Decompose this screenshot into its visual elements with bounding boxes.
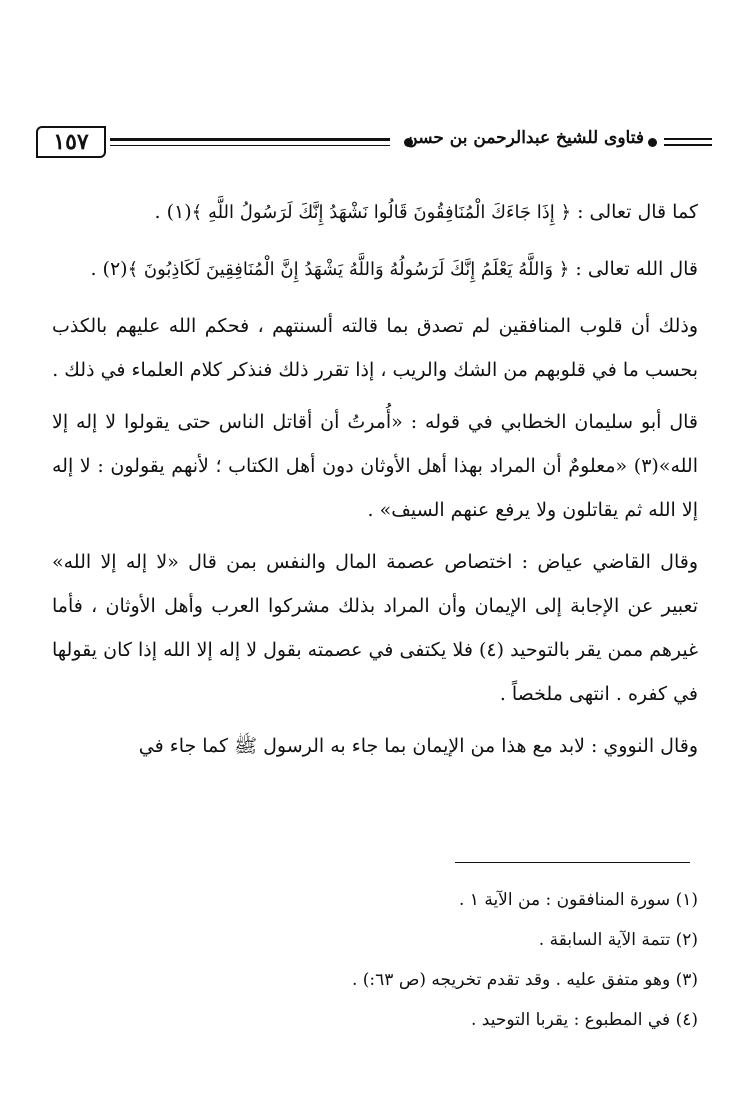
footnote-separator [455, 862, 690, 863]
paragraph-nawawi: وقال النووي : لابد مع هذا من الإيمان بما جاء به الرسول ﷺ كما جاء في [138, 735, 698, 757]
footnote-2: (٢) تتمة الآية السابقة . [538, 930, 698, 950]
quran-verse: ﴿ وَاللَّهُ يَعْلَمُ إِنَّكَ لَرَسُولُهُ وَاللَّهُ يَشْهَدُ إِنَّ الْمُنَافِقِينَ لَكَاذِبُونَ ﴾ [127, 259, 570, 280]
paragraph-qadi-iyad: وقال القاضي عياض : اختصاص عصمة المال والنفس بمن قال «لا إله إلا الله» تعبير عن الإجابة إلى الإيمان وأن المراد بذلك مشركوا العرب وأهل الأوثان ، فأما غيرهم ممن يقر بالتوحيد (٤) فلا يكتفى في عصمته بقول لا إله إلا الله إذا كان يقولها في كفره . انتهى ملخصاً . [52, 551, 699, 705]
header-bullet-right [648, 138, 657, 147]
footnotes [52, 880, 698, 1040]
quran-verse: ﴿ إِذَا جَاءَكَ الْمُنَافِقُونَ قَالُوا نَشْهَدُ إِنَّكَ لَرَسُولُ اللَّهِ ﴾ [191, 202, 572, 223]
page-header [36, 124, 712, 164]
header-rule-right [664, 138, 712, 146]
verse-intro: قال الله تعالى : [569, 258, 698, 280]
paragraph-explanation: وذلك أن قلوب المنافقين لم تصدق بما قالته ألسنتهم ، فحكم الله عليهم بالكذب بحسب ما في قلوبهم من الشك والريب ، إذا تقرر ذلك فنذكر كلام العلماء في ذلك . [52, 315, 698, 381]
footnote-4: (٤) في المطبوع : يقربا التوحيد . [471, 1010, 698, 1030]
main-text [52, 190, 698, 776]
paragraph-verse-1 [52, 190, 698, 235]
header-rule-left [110, 138, 390, 146]
footnote-ref: (٢) . [90, 258, 128, 280]
paragraph-khattabi: قال أبو سليمان الخطابي في قوله : «أُمرتُ أن أقاتل الناس حتى يقولوا لا إله إلا الله»(٣) «معلومٌ أن المراد بهذا أهل الأوثان دون أهل الكتاب ؛ لأنهم يقولون : لا إله إلا الله ثم يقاتلون ولا يرفع عنهم السيف» . [52, 411, 698, 521]
running-title: فتاوى للشيخ عبدالرحمن بن حسن [405, 128, 644, 148]
paragraph-verse-2 [52, 247, 698, 292]
footnote-1: (١) سورة المنافقون : من الآية ١ . [458, 890, 698, 910]
footnote-ref: (١) . [154, 201, 192, 223]
page-number: ١٥٧ [36, 126, 106, 158]
footnote-3: (٣) وهو متفق عليه . وقد تقدم تخريجه (ص ٦٣:) . [351, 970, 698, 990]
verse-intro: كما قال تعالى : [571, 201, 698, 223]
